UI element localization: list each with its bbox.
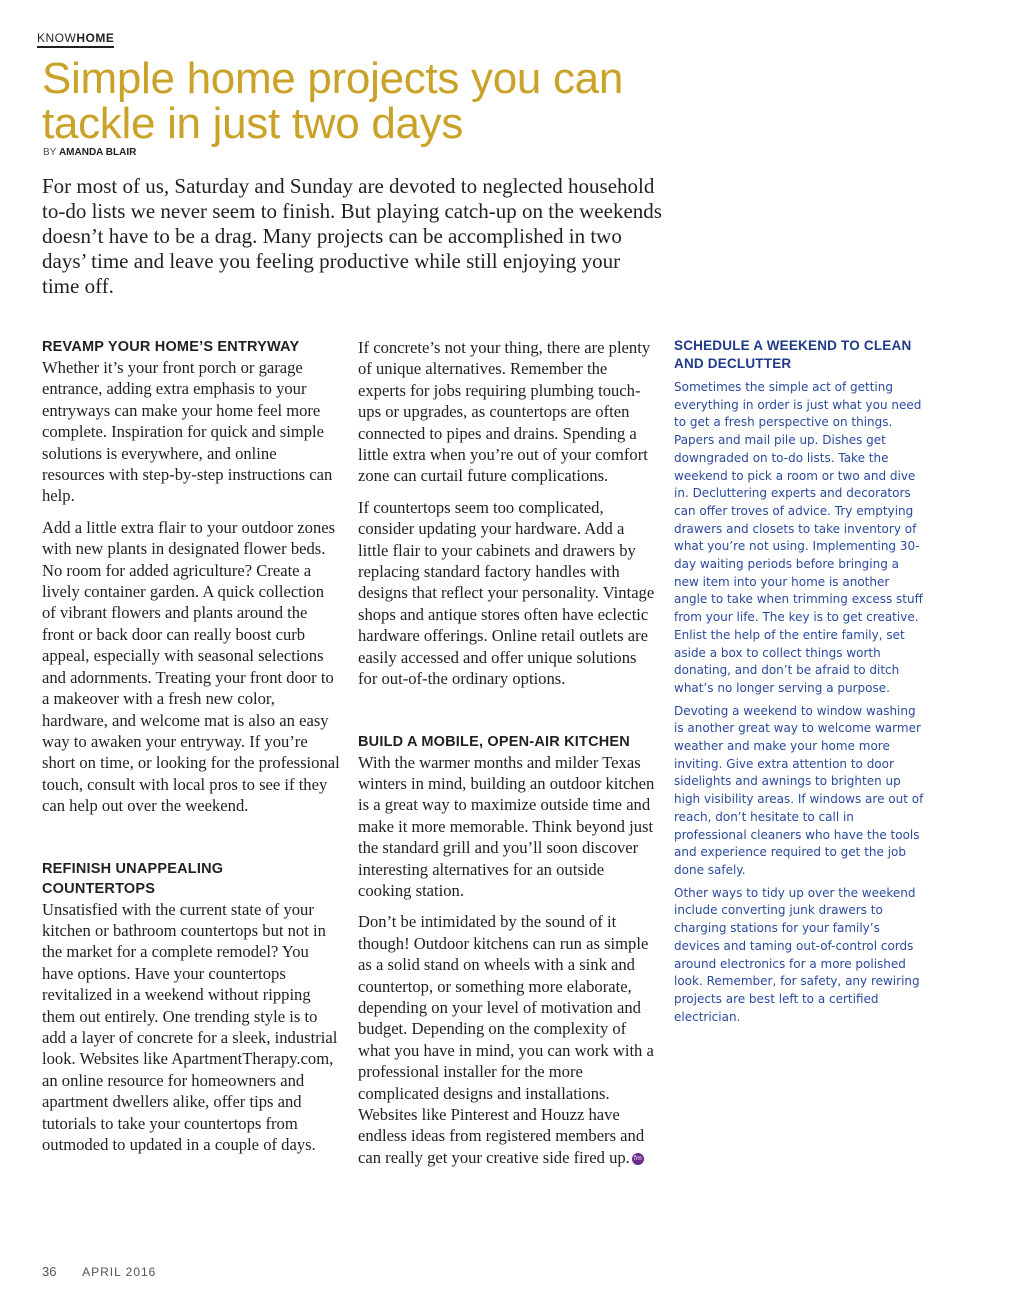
kitchen-paragraph-1: With the warmer months and milder Texas winters in mind, building an outdoor kitchen is a great way to maximize outside time and make it more memorable. Think beyond just the standard grill and you’ll soon discover interesting alternatives for an outside cooking station. — [358, 752, 655, 900]
countertops-paragraph-1: Unsatisfied with the current state of your kitchen or bathroom countertops but not in the market for a complete remodel? You have options. Have your countertops revitalized in a weekend without ripping them out entirely. One trending style is to add a layer of concrete for a sleek, industrial look. Websites like ApartmentTherapy.com, an online resource for homeowners and apartment dwellers alike, offer tips and tutorials to take your countertops from outmoded to updated in a couple of days. — [42, 899, 338, 1154]
entryway-paragraph-2: Add a little extra flair to your outdoor zones with new plants in designated flower beds. No room for added agriculture? Create a lively container garden. A quick collection of vibrant flowers and plants around the front or back door can really boost curb appeal, especially with seasonal selections and adornments. Treating your front door to a makeover with a fresh new color, hardware, and welcome mat is also an easy way to awaken your entryway. If you’re short on time, or looking for the professional touch, consult with local pros to see if they can help out over the weekend. — [42, 517, 340, 816]
kitchen-heading: BUILD A MOBILE, OPEN-AIR KITCHEN — [358, 733, 630, 750]
article-headline: Simple home projects you can tackle in just two days — [42, 54, 624, 148]
sidebar-heading: SCHEDULE A WEEKEND TO CLEAN AND DECLUTTER — [674, 338, 912, 371]
issue-date: APRIL 2016 — [82, 1265, 157, 1279]
countertops-paragraph-2: If concrete’s not your thing, there are plenty of unique alternatives. Remember the experts for jobs requiring plumbing touch-ups or upgrades, as countertops are often connected to pipes and drains. Spending a little extra when you’re out of your comfort zone can curtail future complications. — [358, 338, 651, 486]
entryway-paragraph-1: Whether it’s your front porch or garage entrance, adding extra emphasis to your entryways can make your home feel more complete. Inspiration for quick and simple solutions is everywhere, and online resources with step-by-step instructions can help. — [42, 358, 333, 506]
countertops-heading: REFINISH UNAPPEALING COUNTERTOPS — [42, 860, 224, 897]
sidebar-paragraph-1: Sometimes the simple act of getting everything in order is just what you need to get a fresh perspective on things. Papers and mail pile up. Dishes get downgraded on to-do lists. Take the weekend to pick a room or two and dive in. Decluttering experts and decorators can offer troves of advice. Try emptying drawers and closets to take inventory of what you’re not using. Implementing 30-day waiting periods before bringing a new item into your home is another angle to take when trimming excess stuff from your life. The key is to get creative. Enlist the help of the entire family, set aside a box to collect things worth donating, and don’t be afraid to ditch what’s no longer serving a purpose. — [674, 380, 923, 695]
sidebar — [674, 337, 924, 1026]
column-2 — [358, 337, 656, 1168]
sidebar-paragraph-2: Devoting a weekend to window washing is another great way to welcome warmer weather and make your home more inviting. Give extra attention to door sidelights and awnings to brighten up high visibility areas. If windows are out of reach, don’t hesitate to call in professional cleaners who have the tools and experience required to get the job done safely. — [674, 703, 924, 877]
entryway-heading: REVAMP YOUR HOME’S ENTRYWAY — [42, 339, 300, 355]
byline-prefix: BY — [43, 147, 57, 158]
end-mark-icon: fm — [632, 1153, 644, 1165]
section-tag — [37, 31, 114, 48]
page-footer — [42, 1264, 156, 1279]
kitchen-paragraph-2 — [358, 911, 656, 1168]
column-1 — [42, 337, 340, 1155]
section-tag-home: HOME — [76, 31, 115, 45]
section-tag-know: KNOW — [37, 31, 77, 45]
kitchen-paragraph-2-text: Don’t be intimidated by the sound of it though! Outdoor kitchens can run as simple as a solid stand on wheels with a sink and countertop, or something more elaborate, depending on your level of motivation and budget. Depending on the complexity of what you have in mind, you can work with a professional installer for the more complicated designs and installations. Websites like Pinterest and Houzz have endless ideas from registered members and can really get your creative side fired up. — [358, 912, 654, 1167]
page-number: 36 — [42, 1264, 57, 1279]
article-intro: For most of us, Saturday and Sunday are devoted to neglected household to-do lists we never seem to finish. But playing catch-up on the weekends doesn’t have to be a drag. Many projects can be accomplished in two days’ time and leave you feeling productive while still enjoying your time off. — [42, 174, 662, 298]
sidebar-paragraph-3: Other ways to tidy up over the weekend include converting junk drawers to charging stations for your family’s devices and taming out-of-control cords around electronics for a more polished look. Remember, for safety, any rewiring projects are best left to a certified electrician. — [674, 885, 920, 1024]
countertops-paragraph-3: If countertops seem too complicated, consider updating your hardware. Add a little flair to your cabinets and drawers by replacing standard factory handles with designs that reflect your personality. Vintage shops and antique stores often have eclectic hardware offerings. Online retail outlets are easily accessed and offer unique solutions for out-of-the ordinary options. — [358, 497, 655, 689]
byline-author: AMANDA BLAIR — [58, 147, 137, 158]
byline — [43, 147, 136, 158]
